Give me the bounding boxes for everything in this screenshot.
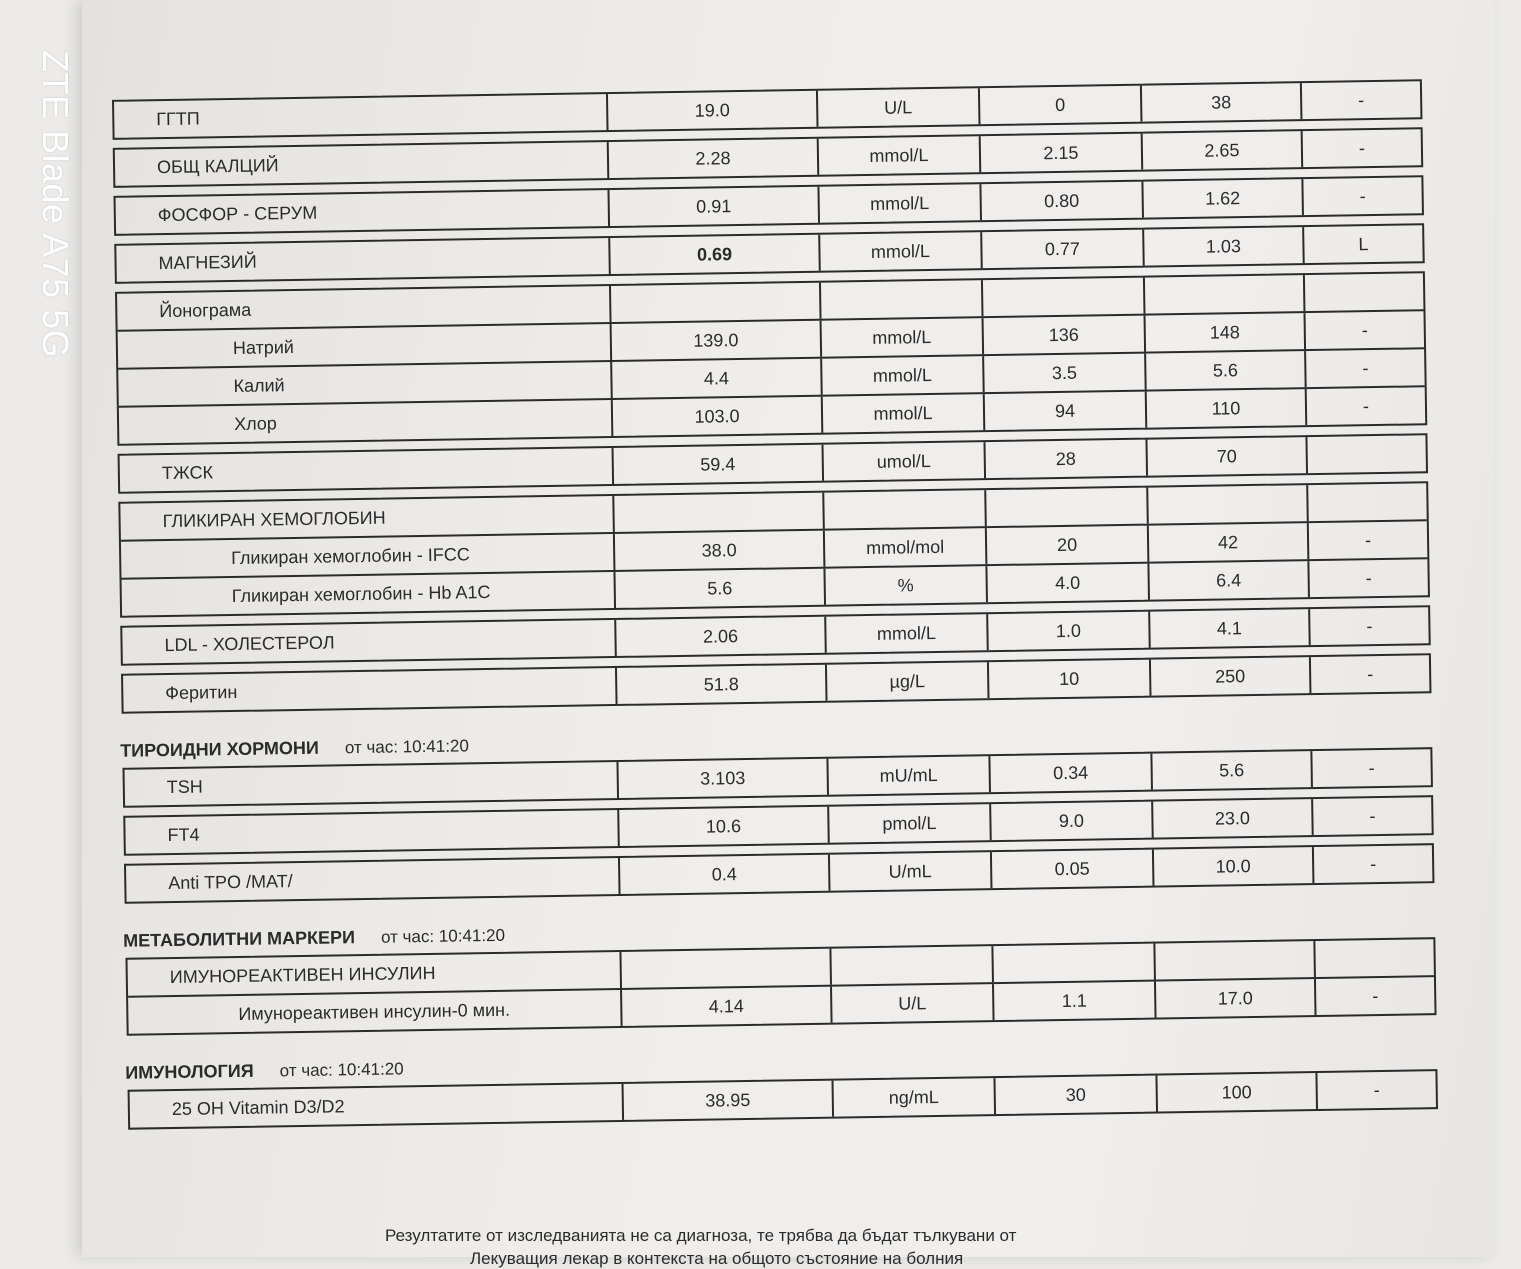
test-unit: U/L — [830, 984, 993, 1023]
section-title: МЕТАБОЛИТНИ МАРКЕРИ — [123, 927, 356, 951]
ref-max: 1.62 — [1141, 179, 1302, 218]
group-title: ГЛИКИРАН ХЕМОГЛОБИН — [162, 507, 386, 531]
table-row — [116, 225, 1422, 282]
test-value: 38.95 — [622, 1081, 833, 1120]
test-name: Гликиран хемоглобин - Hb A1C — [231, 581, 491, 606]
section-time: от час: 10:41:20 — [344, 736, 470, 758]
test-value: 38.0 — [613, 531, 824, 570]
test-unit: µg/L — [825, 662, 988, 701]
test-value: 0.4 — [618, 855, 829, 894]
test-unit: U/mL — [828, 852, 991, 891]
disclaimer-line-1: Резултатите от изследванията не са диагноза, те трябва да бъдат тълкувани от — [385, 1226, 1017, 1245]
disclaimer-line-2: Лекуващия лекар в контекста на общото състояние на болния — [470, 1249, 964, 1268]
flag: - — [1307, 521, 1428, 559]
table-row — [120, 435, 1426, 492]
test-name: МАГНЕЗИЙ — [158, 251, 257, 273]
empty-cell — [1306, 483, 1427, 521]
ref-min: 4.0 — [985, 564, 1148, 603]
test-name: Хлор — [233, 412, 277, 434]
ref-min: 0.34 — [988, 754, 1151, 793]
test-name: 25 OH Vitamin D3/D2 — [171, 1095, 345, 1119]
ref-min: 136 — [982, 316, 1145, 355]
ref-min: 0.05 — [990, 850, 1153, 889]
test-unit: mmol/L — [821, 394, 984, 433]
flag: - — [1303, 311, 1424, 349]
test-unit: % — [823, 566, 986, 605]
flag: - — [1311, 797, 1432, 835]
ref-min: 1.0 — [986, 612, 1149, 651]
empty-cell — [984, 488, 1147, 527]
ref-max: 23.0 — [1151, 799, 1312, 838]
flag: - — [1300, 81, 1421, 119]
ref-max: 38 — [1140, 83, 1301, 122]
ref-max: 5.6 — [1144, 351, 1305, 390]
ref-max: 4.1 — [1148, 609, 1309, 648]
flag: - — [1314, 977, 1435, 1015]
test-name: Феритин — [165, 681, 238, 703]
test-unit: mmol/L — [817, 136, 980, 175]
test-name: LDL - ХОЛЕСТЕРОЛ — [164, 631, 335, 655]
test-unit: mmol/L — [820, 318, 983, 357]
empty-cell — [1303, 273, 1424, 311]
test-name: Имунореактивен инсулин-0 мин. — [238, 999, 511, 1024]
test-name: Натрий — [232, 336, 295, 358]
test-name: Anti TPO /MAT/ — [168, 870, 293, 893]
test-name: ТЖСК — [161, 461, 214, 483]
ref-min: 28 — [983, 440, 1146, 479]
empty-cell — [1153, 941, 1314, 980]
test-name: FT4 — [167, 824, 200, 845]
test-value: 5.6 — [613, 569, 824, 608]
test-unit: mmol/L — [824, 614, 987, 653]
section-time: от час: 10:41:20 — [380, 925, 506, 947]
result-block-ionogram — [115, 271, 1427, 446]
empty-cell — [1146, 485, 1307, 524]
test-value: 51.8 — [615, 665, 826, 704]
test-name: Калий — [233, 374, 285, 396]
empty-cell — [619, 949, 830, 988]
test-value: 0.69 — [608, 235, 819, 274]
flag: - — [1305, 387, 1426, 425]
ref-min: 10 — [987, 660, 1150, 699]
ref-max: 250 — [1149, 657, 1310, 696]
test-value: 2.28 — [607, 139, 818, 178]
lab-results-sheet — [102, 79, 1438, 1130]
ref-min: 0.77 — [980, 230, 1143, 269]
test-unit: mmol/L — [820, 356, 983, 395]
ref-min: 3.5 — [982, 354, 1145, 393]
test-unit: mmol/mol — [823, 528, 986, 567]
test-value: 4.14 — [620, 987, 831, 1026]
ref-min: 30 — [993, 1076, 1156, 1115]
test-unit: U/L — [816, 88, 979, 127]
test-name: TSH — [166, 776, 203, 797]
test-value: 19.0 — [606, 91, 817, 130]
ref-min: 0 — [978, 86, 1141, 125]
ref-min: 0.80 — [979, 182, 1142, 221]
test-unit: ng/mL — [831, 1078, 994, 1117]
table-row — [115, 129, 1421, 186]
flag: - — [1312, 845, 1433, 883]
empty-cell — [609, 283, 820, 322]
empty-cell — [829, 946, 992, 985]
table-row — [125, 797, 1431, 854]
empty-cell — [1143, 275, 1304, 314]
result-block-hba1c — [118, 481, 1430, 618]
ref-min: 2.15 — [979, 134, 1142, 173]
ref-max: 42 — [1147, 523, 1308, 562]
result-block-insulin — [125, 937, 1436, 1036]
ref-min: 9.0 — [989, 802, 1152, 841]
ref-max: 2.65 — [1141, 131, 1302, 170]
test-name: Гликиран хемоглобин - IFCC — [231, 543, 470, 568]
empty-cell — [819, 280, 982, 319]
section-title: ТИРОИДНИ ХОРМОНИ — [120, 737, 320, 761]
ref-min: 1.1 — [992, 982, 1155, 1021]
ref-min: 94 — [983, 392, 1146, 431]
test-name: ОБЩ КАЛЦИЙ — [156, 154, 279, 177]
ref-max: 17.0 — [1154, 979, 1315, 1018]
flag: - — [1304, 349, 1425, 387]
test-unit: umol/L — [822, 442, 985, 481]
empty-cell — [981, 278, 1144, 317]
table-row — [126, 845, 1432, 902]
test-unit: mmol/L — [818, 232, 981, 271]
section-title: ИМУНОЛОГИЯ — [125, 1060, 254, 1083]
test-value: 10.6 — [617, 807, 828, 846]
flag: - — [1307, 559, 1428, 597]
test-value: 2.06 — [614, 617, 825, 656]
ref-max: 70 — [1145, 437, 1306, 476]
test-value: 103.0 — [611, 397, 822, 436]
test-value: 0.91 — [607, 187, 818, 226]
test-value: 139.0 — [610, 321, 821, 360]
ref-max: 10.0 — [1152, 847, 1313, 886]
test-name: ФОСФОР - СЕРУМ — [157, 202, 318, 225]
ref-max: 100 — [1155, 1073, 1316, 1112]
ref-min: 20 — [985, 526, 1148, 565]
empty-cell — [1313, 939, 1434, 977]
flag: - — [1315, 1071, 1436, 1109]
test-unit: pmol/L — [827, 804, 990, 843]
empty-cell — [991, 944, 1154, 983]
ref-max: 148 — [1144, 313, 1305, 352]
test-value: 3.103 — [616, 759, 827, 798]
device-watermark: ZTE Blade A75 5G — [35, 50, 76, 359]
table-row — [116, 177, 1422, 234]
flag: - — [1308, 607, 1429, 645]
group-title: Йонограма — [159, 299, 252, 321]
test-value: 59.4 — [612, 445, 823, 484]
test-value: 4.4 — [610, 359, 821, 398]
ref-max: 6.4 — [1147, 561, 1308, 600]
ref-max: 1.03 — [1142, 227, 1303, 266]
table-row — [122, 607, 1428, 664]
flag: L — [1302, 225, 1423, 263]
group-title: ИМУНОРЕАКТИВЕН ИНСУЛИН — [169, 962, 436, 987]
ref-max: 5.6 — [1150, 751, 1311, 790]
flag — [1305, 435, 1426, 473]
test-unit: mmol/L — [817, 184, 980, 223]
flag: - — [1309, 655, 1430, 693]
ref-max: 110 — [1145, 389, 1306, 428]
test-name: ГГТП — [156, 107, 200, 129]
flag: - — [1301, 129, 1422, 167]
flag: - — [1301, 177, 1422, 215]
empty-cell — [822, 490, 985, 529]
test-unit: mU/mL — [826, 756, 989, 795]
empty-cell — [612, 493, 823, 532]
section-time: от час: 10:41:20 — [279, 1059, 404, 1081]
flag: - — [1310, 749, 1431, 787]
table-row — [123, 655, 1429, 712]
